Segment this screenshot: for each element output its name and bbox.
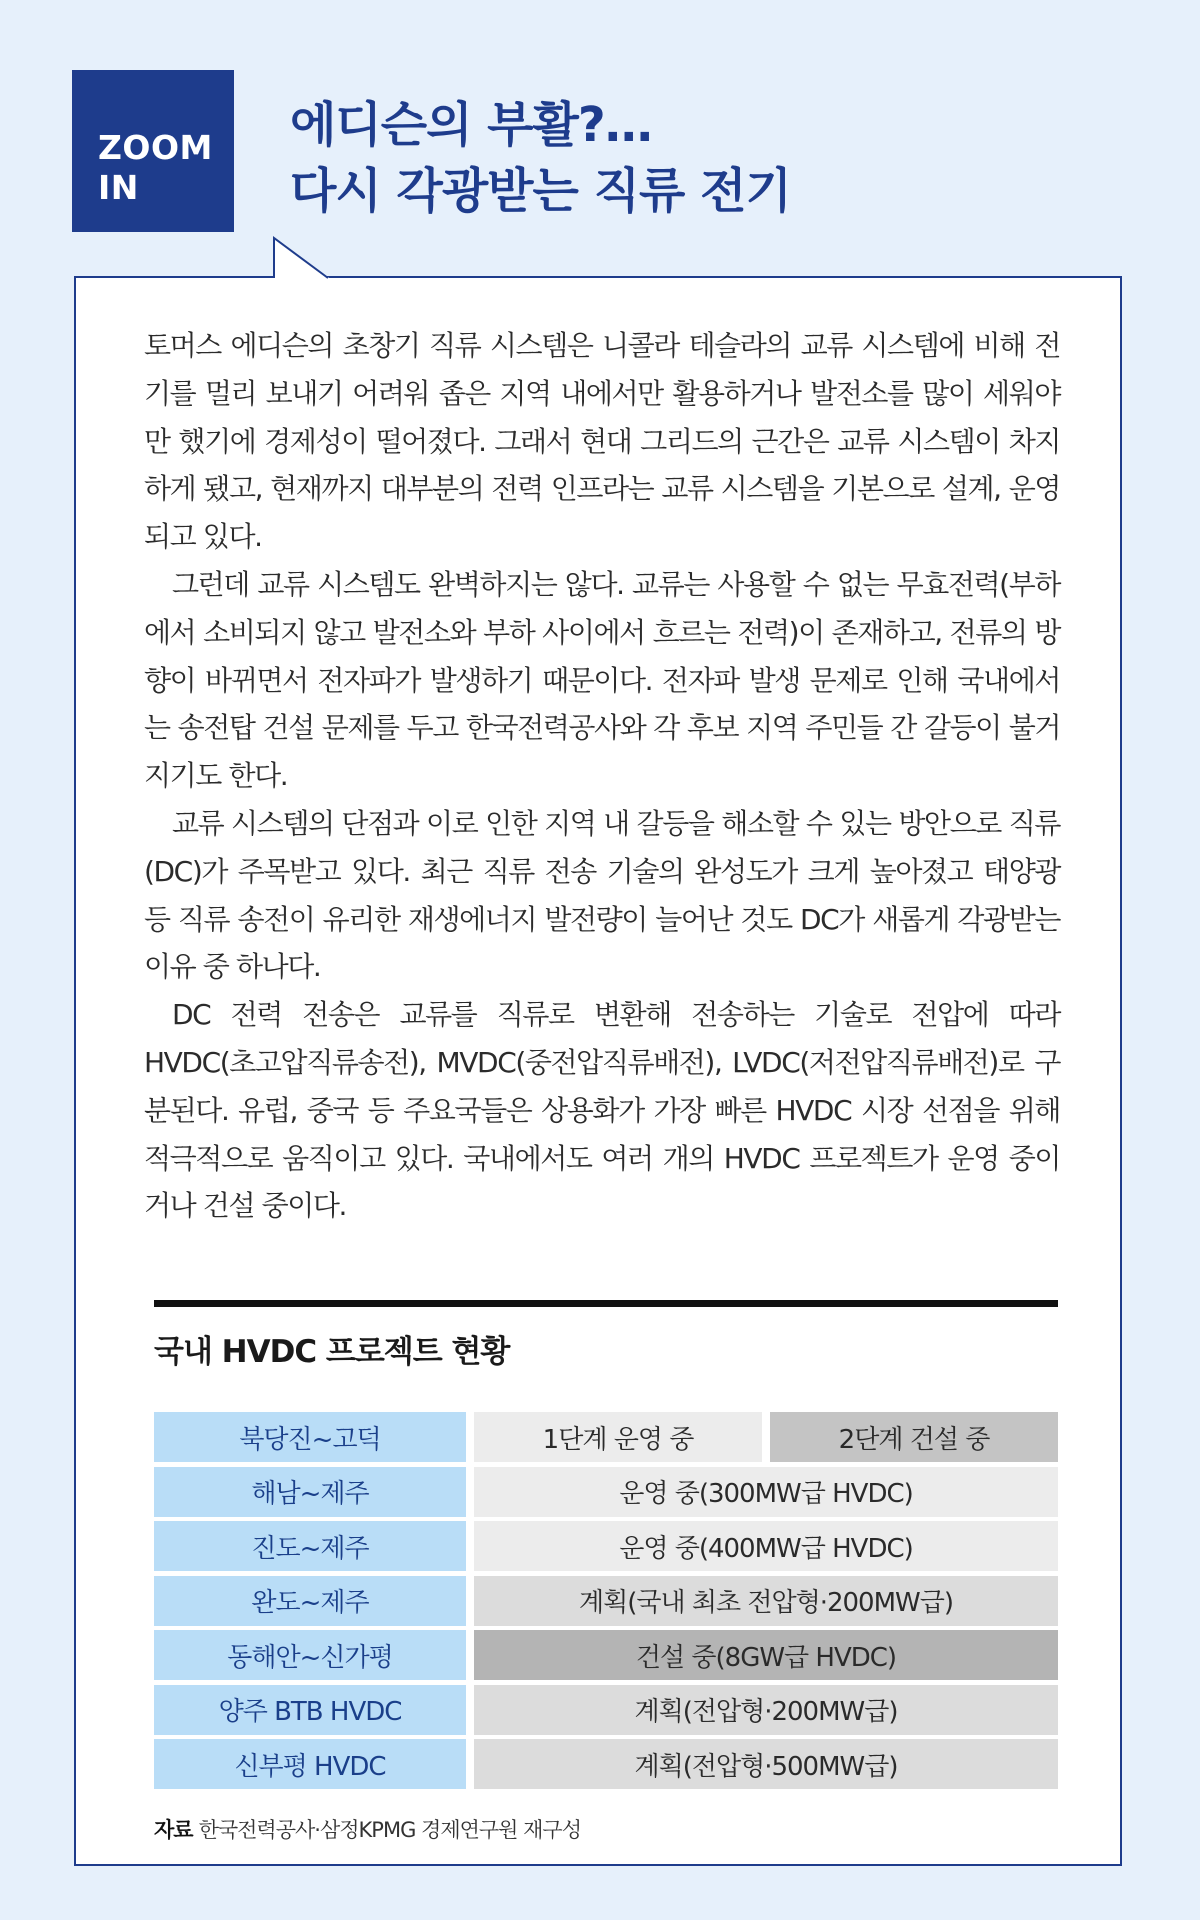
project-name: 해남~제주 bbox=[154, 1467, 466, 1517]
article-body bbox=[144, 322, 1060, 1230]
table-top-rule bbox=[154, 1300, 1058, 1307]
table-row bbox=[154, 1685, 1058, 1735]
source-text: 한국전력공사·삼정KPMG 경제연구원 재구성 bbox=[198, 1818, 582, 1842]
source-credit bbox=[154, 1814, 581, 1844]
project-name: 동해안~신가평 bbox=[154, 1630, 466, 1680]
table-row bbox=[154, 1739, 1058, 1789]
table-row bbox=[154, 1576, 1058, 1626]
badge-line-1: ZOOM bbox=[98, 128, 213, 167]
project-name: 양주 BTB HVDC bbox=[154, 1685, 466, 1735]
project-status-stage-1: 1단계 운영 중 bbox=[474, 1412, 762, 1462]
hvdc-project-table bbox=[154, 1412, 1058, 1794]
project-status: 건설 중(8GW급 HVDC) bbox=[474, 1630, 1058, 1680]
project-name: 북당진~고덕 bbox=[154, 1412, 466, 1462]
headline bbox=[290, 92, 791, 224]
table-row bbox=[154, 1412, 1058, 1462]
paragraph-4: DC 전력 전송은 교류를 직류로 변환해 전송하는 기술로 전압에 따라 HVDC(초고압직류송전), MVDC(중전압직류배전), LVDC(저전압직류배전)로 구분된다. 유럽, 중국 등 주요국들은 상용화가 가장 빠른 HVDC 시장 선점을 위해 적극적으로 움직이고 있다. 국내에서도 여러 개의 HVDC 프로젝트가 운영 중이거나 건설 중이다. bbox=[144, 998, 1060, 1223]
project-status: 운영 중(400MW급 HVDC) bbox=[474, 1521, 1058, 1571]
project-name: 진도~제주 bbox=[154, 1521, 466, 1571]
project-name: 완도~제주 bbox=[154, 1576, 466, 1626]
project-status: 계획(전압형·500MW급) bbox=[474, 1739, 1058, 1789]
source-label: 자료 bbox=[154, 1818, 193, 1842]
badge-line-2: IN bbox=[98, 168, 139, 207]
paragraph-1: 토머스 에디슨의 초창기 직류 시스템은 니콜라 테슬라의 교류 시스템에 비해 전기를 멀리 보내기 어려워 좁은 지역 내에서만 활용하거나 발전소를 많이 세워야만 했기에 경제성이 떨어졌다. 그래서 현대 그리드의 근간은 교류 시스템이 차지하게 됐고, 현재까지 대부분의 전력 인프라는 교류 시스템을 기본으로 설계, 운영되고 있다. bbox=[144, 329, 1060, 554]
table-row bbox=[154, 1630, 1058, 1680]
project-status-stage-2: 2단계 건설 중 bbox=[770, 1412, 1058, 1462]
project-status: 운영 중(300MW급 HVDC) bbox=[474, 1467, 1058, 1517]
project-status: 계획(국내 최초 전압형·200MW급) bbox=[474, 1576, 1058, 1626]
table-row bbox=[154, 1521, 1058, 1571]
table-title: 국내 HVDC 프로젝트 현황 bbox=[154, 1334, 510, 1370]
headline-line-1: 에디슨의 부활?… bbox=[290, 97, 652, 153]
project-status: 계획(전압형·200MW급) bbox=[474, 1685, 1058, 1735]
headline-line-2: 다시 각광받는 직류 전기 bbox=[290, 163, 791, 219]
paragraph-3: 교류 시스템의 단점과 이로 인한 지역 내 갈등을 해소할 수 있는 방안으로 직류(DC)가 주목받고 있다. 최근 직류 전송 기술의 완성도가 크게 높아졌고 태양광 등 직류 송전이 유리한 재생에너지 발전량이 늘어난 것도 DC가 새롭게 각광받는 이유 중 하나다. bbox=[144, 806, 1060, 984]
callout-tail bbox=[270, 236, 340, 280]
table-row bbox=[154, 1467, 1058, 1517]
project-name: 신부평 HVDC bbox=[154, 1739, 466, 1789]
zoom-in-badge bbox=[72, 70, 234, 232]
paragraph-2: 그런데 교류 시스템도 완벽하지는 않다. 교류는 사용할 수 없는 무효전력(부하에서 소비되지 않고 발전소와 부하 사이에서 흐르는 전력)이 존재하고, 전류의 방향이 바뀌면서 전자파가 발생하기 때문이다. 전자파 발생 문제로 인해 국내에서는 송전탑 건설 문제를 두고 한국전력공사와 각 후보 지역 주민들 간 갈등이 불거지기도 한다. bbox=[144, 567, 1060, 793]
